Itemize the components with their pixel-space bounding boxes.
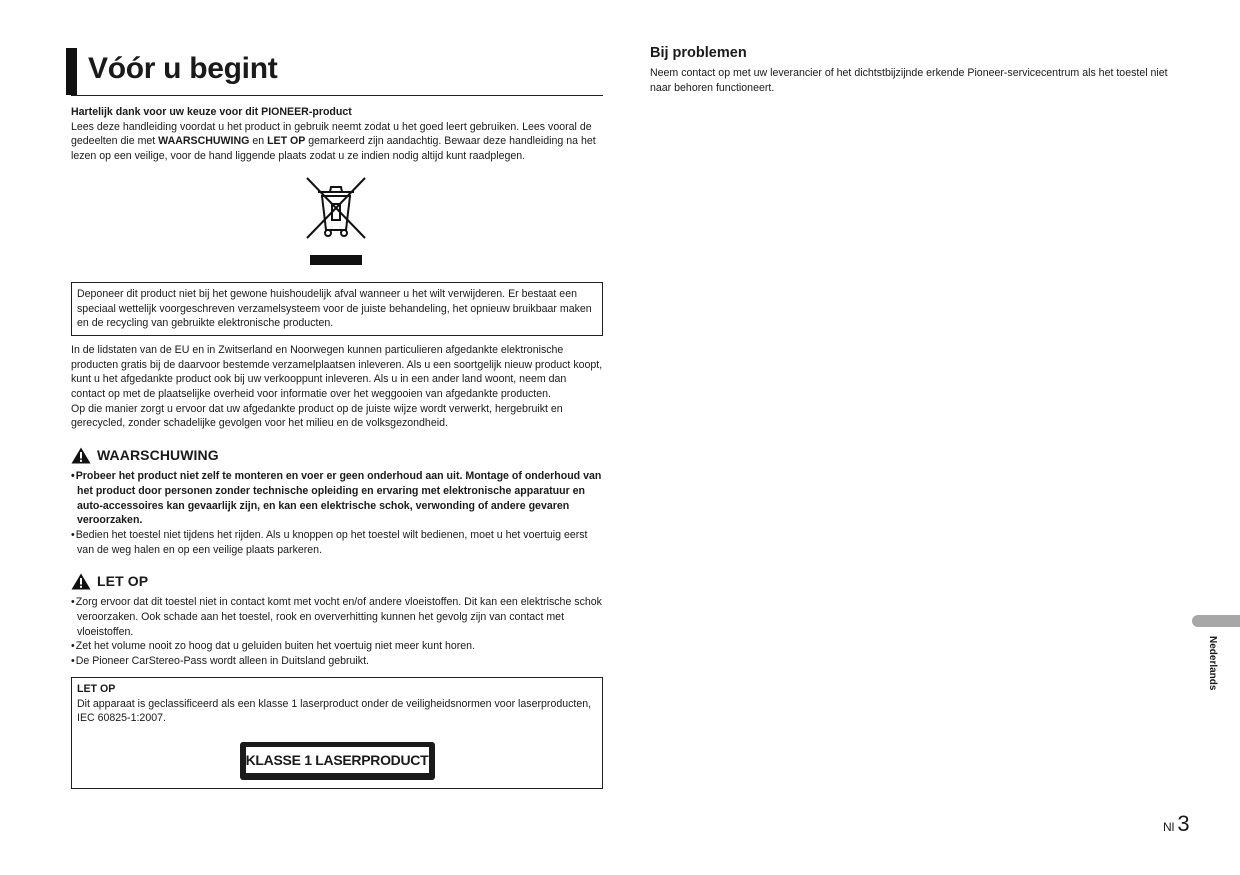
left-column [71,48,603,789]
laser-class-label [240,742,435,780]
warning-heading-row [71,446,603,464]
intro-section [71,105,603,164]
title-block [71,48,603,96]
language-tab-marker [1192,615,1240,627]
weee-symbol [71,176,603,268]
caution-item: • Zorg ervoor dat dit toestel niet in contact komt met vocht en/of andere vloeistoffen. Dit kan een elektrische schok veroorzaken. Ook schade aan het toestel, rook en oververhitting kunnen het gevolg zijn van contact met vloeistoffen. [71,595,603,639]
warning-item: • Bedien het toestel niet tijdens het rijden. Als u knoppen op het toestel wilt bedienen, moet u het voertuig eerst van de weg halen en op een veilige plaats parkeren. [71,528,603,557]
caution-list [71,595,603,669]
caution-heading-row [71,572,603,590]
page-number-prefix: Nl [1163,820,1175,834]
laser-heading: LET OP [77,682,116,695]
intro-warning-term: WAARSCHUWING [158,135,250,148]
warning-triangle-icon [71,573,91,590]
eu-section [71,343,603,431]
troubleshooting-heading: Bij problemen [650,45,747,61]
title-accent-bar [66,48,77,95]
caution-item: • De Pioneer CarStereo-Pass wordt alleen in Duitsland gebruikt. [71,654,603,669]
warning-list [71,469,603,557]
crossed-out-bin-icon [304,176,368,240]
eu-paragraph-1: In de lidstaten van de EU en in Zwitserland en Noorwegen kunnen particulieren afgedankte elektronische producten gratis bij de daarvoor bestemde verzamelplaatsen inleveren. Als u een soortgelijk nieuw product koopt, kunt u het afgedankte product ook bij uw verkooppunt inleveren. Als u in een ander land woont, neem dan contact op met de plaatselijke overheid voor informatie over het weggooien van afgedankte producten. [71,343,603,401]
warning-heading: WAARSCHUWING [97,447,219,464]
intro-heading: Hartelijk dank voor uw keuze voor dit PIONEER-product [71,106,352,118]
intro-text-2: en [249,135,268,148]
weee-bar [310,255,362,265]
right-column [650,45,1190,95]
laser-class-label-text: KLASSE 1 LASERPRODUCT [246,747,429,773]
intro-text-3: gemarkeerd zijn aandachtig. Bewaar deze handleiding na het lezen op een veilige, voor de hand liggende plaats zodat u ze indien nodig altijd kunt raadplegen. [71,135,596,163]
page-number-value: 3 [1177,811,1190,836]
laser-text: Dit apparaat is geclassificeerd als een klasse 1 laserproduct onder de veiligheidsnormen voor laserproducten, IEC 60825-1:2007. [77,697,592,725]
troubleshooting-text: Neem contact op met uw leverancier of het dichtstbijzijnde erkende Pioneer-servicecentrum als het toestel niet naar behoren functioneert. [650,67,1168,94]
laser-box [71,677,603,789]
warning-triangle-icon [71,447,91,464]
intro-paragraph [71,120,603,164]
disposal-box [71,282,603,336]
caution-heading: LET OP [97,573,149,590]
disposal-text: Deponeer dit product niet bij het gewone huishoudelijk afval wanneer u het wilt verwijderen. Er bestaat een speciaal wettelijk voorgeschreven verzamelsysteem voor de juiste behandeling, het opnieuw bruikbaar maken en de recycling van gebruikte elektronische producten. [77,287,592,330]
intro-caution-term: LET OP [267,135,306,148]
intro-text-1: Lees deze handleiding voordat u het product in gebruik neemt zodat u het goed leert gebruiken. Lees vooral de gedeelten die met [71,120,592,148]
language-label: Nederlands [1207,636,1218,691]
page-number [1163,811,1190,837]
caution-item: • Zet het volume nooit zo hoog dat u geluiden buiten het voertuig niet meer kunt horen. [71,639,603,654]
warning-item: • Probeer het product niet zelf te monteren en voer er geen onderhoud aan uit. Montage of onderhoud van het product door personen zonder technische opleiding en ervaring met elektronische apparatuur en auto-accessoires kan gevaarlijk zijn, en kan een elektrische schok, verwonding of andere gevaren veroorzaken. [71,469,603,528]
eu-paragraph-2: Op die manier zorgt u ervoor dat uw afgedankte product op de juiste wijze wordt verwerkt, hergebruikt en gerecycled, zonder schadelijke gevolgen voor het milieu en de volksgezondheid. [71,402,563,430]
page-title: Vóór u begint [88,52,278,85]
